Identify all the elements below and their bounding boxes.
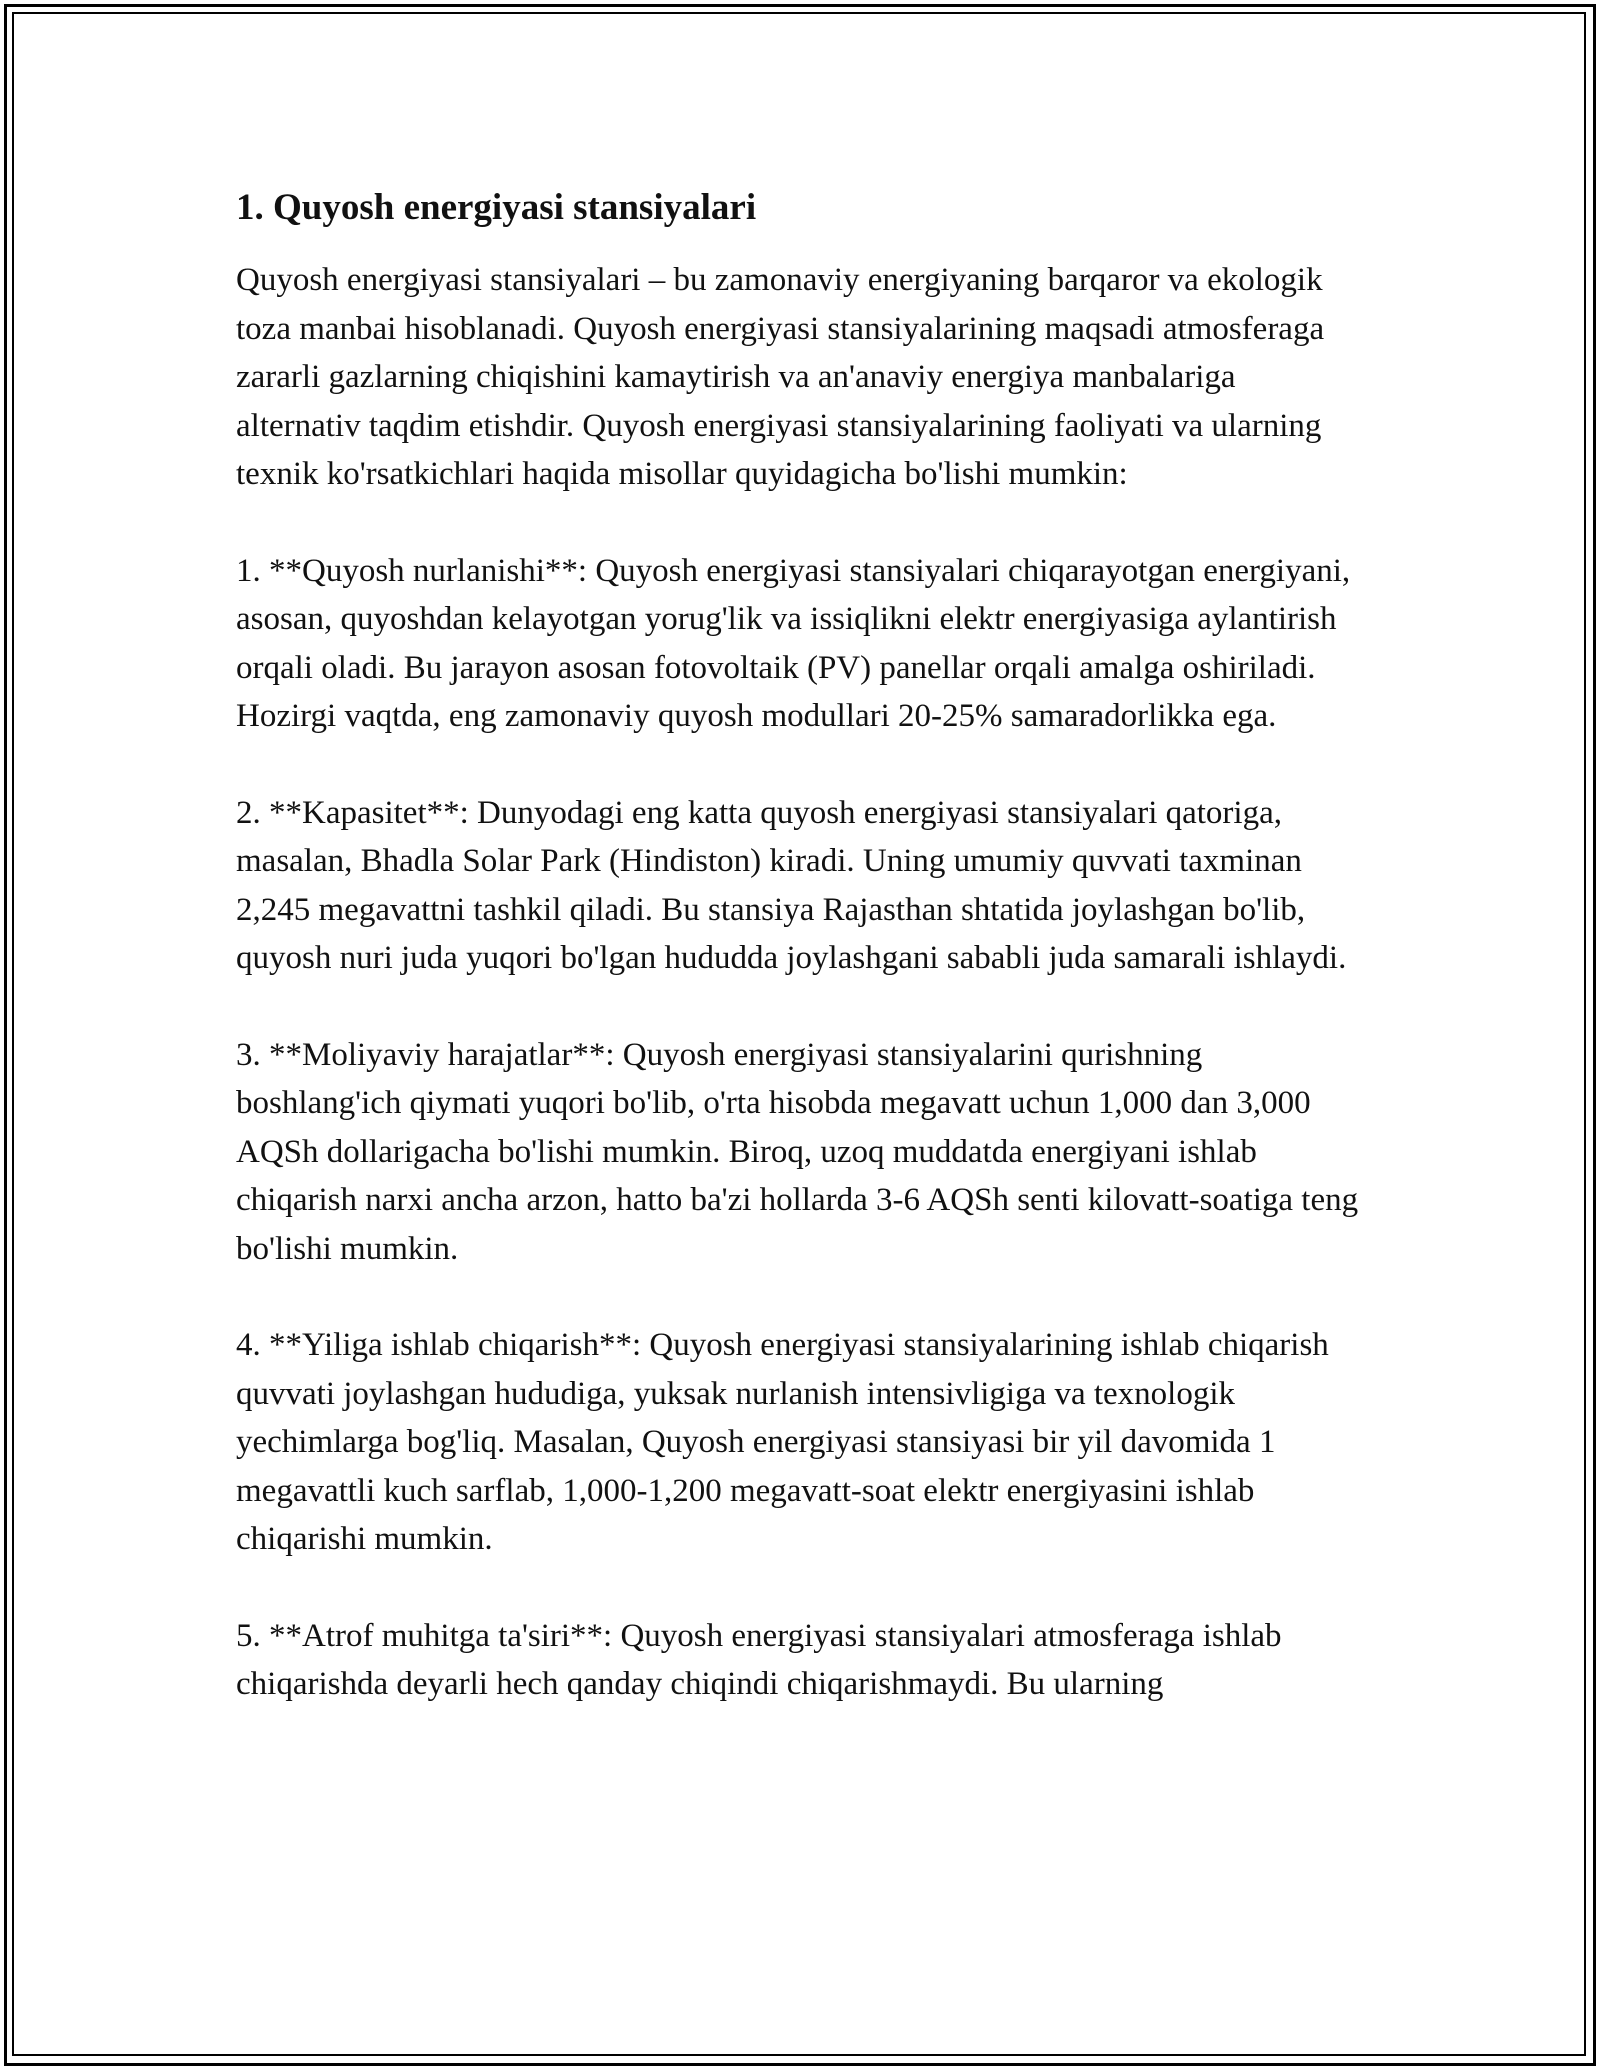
- list-item-financial-costs: 3. **Moliyaviy harajatlar**: Quyosh energiyasi stansiyalarini qurishning boshlang'ich qiymati yuqori bo'lib, o'rta hisobda megavatt uchun 1,000 dan 3,000 AQSh dollarigacha bo'lishi mumkin. Biroq, uzoq muddatda energiyani ishlab chiqarish narxi ancha arzon, hatto ba'zi hollarda 3-6 AQSh senti kilovatt-soatiga teng bo'lishi mumkin.: [236, 1036, 1359, 1267]
- list-item-solar-radiation: 1. **Quyosh nurlanishi**: Quyosh energiyasi stansiyalari chiqarayotgan energiyani, asosan, quyoshdan kelayotgan yorug'lik va issiqlikni elektr energiyasiga aylantirish orqali oladi. Bu jarayon asosan fotovoltaik (PV) panellar orqali amalga oshiriladi. Hozirgi vaqtda, eng zamonaviy quyosh modullari 20-25% samaradorlikka ega.: [236, 552, 1351, 734]
- list-item-environmental-impact: 5. **Atrof muhitga ta'siri**: Quyosh energiyasi stansiyalari atmosferaga ishlab chiqarishda deyarli hech qanday chiqindi chiqarishmaydi. Bu ularning: [236, 1617, 1282, 1702]
- list-item-capacity: 2. **Kapasitet**: Dunyodagi eng katta quyosh energiyasi stansiyalari qatoriga, masalan, Bhadla Solar Park (Hindiston) kiradi. Uning umumiy quvvati taxminan 2,245 megavattni tashkil qiladi. Bu stansiya Rajasthan shtatida joylashgan bo'lib, quyosh nuri juda yuqori bo'lgan hududda joylashgani sababli juda samarali ishlaydi.: [236, 794, 1347, 976]
- document-body: [236, 186, 1366, 1757]
- section-heading: 1. Quyosh energiyasi stansiyalari: [236, 187, 757, 228]
- list-item-annual-production: 4. **Yiliga ishlab chiqarish**: Quyosh energiyasi stansiyalarining ishlab chiqarish quvvati joylashgan hududiga, yuksak nurlanish intensivligiga va texnologik yechimlarga bog'liq. Masalan, Quyosh energiyasi stansiyasi bir yil davomida 1 megavattli kuch sarflab, 1,000-1,200 megavatt-soat elektr energiyasini ishlab chiqarishi mumkin.: [236, 1327, 1329, 1557]
- intro-paragraph: Quyosh energiyasi stansiyalari – bu zamonaviy energiyaning barqaror va ekologik toza manbai hisoblanadi. Quyosh energiyasi stansiyalarining maqsadi atmosferaga zararli gazlarning chiqishini kamaytirish va an'anaviy energiya manbalariga alternativ taqdim etishdir. Quyosh energiyasi stansiyalarining faoliyati va ularning texnik ko'rsatkichlari haqida misollar quyidagicha bo'lishi mumkin:: [236, 262, 1325, 492]
